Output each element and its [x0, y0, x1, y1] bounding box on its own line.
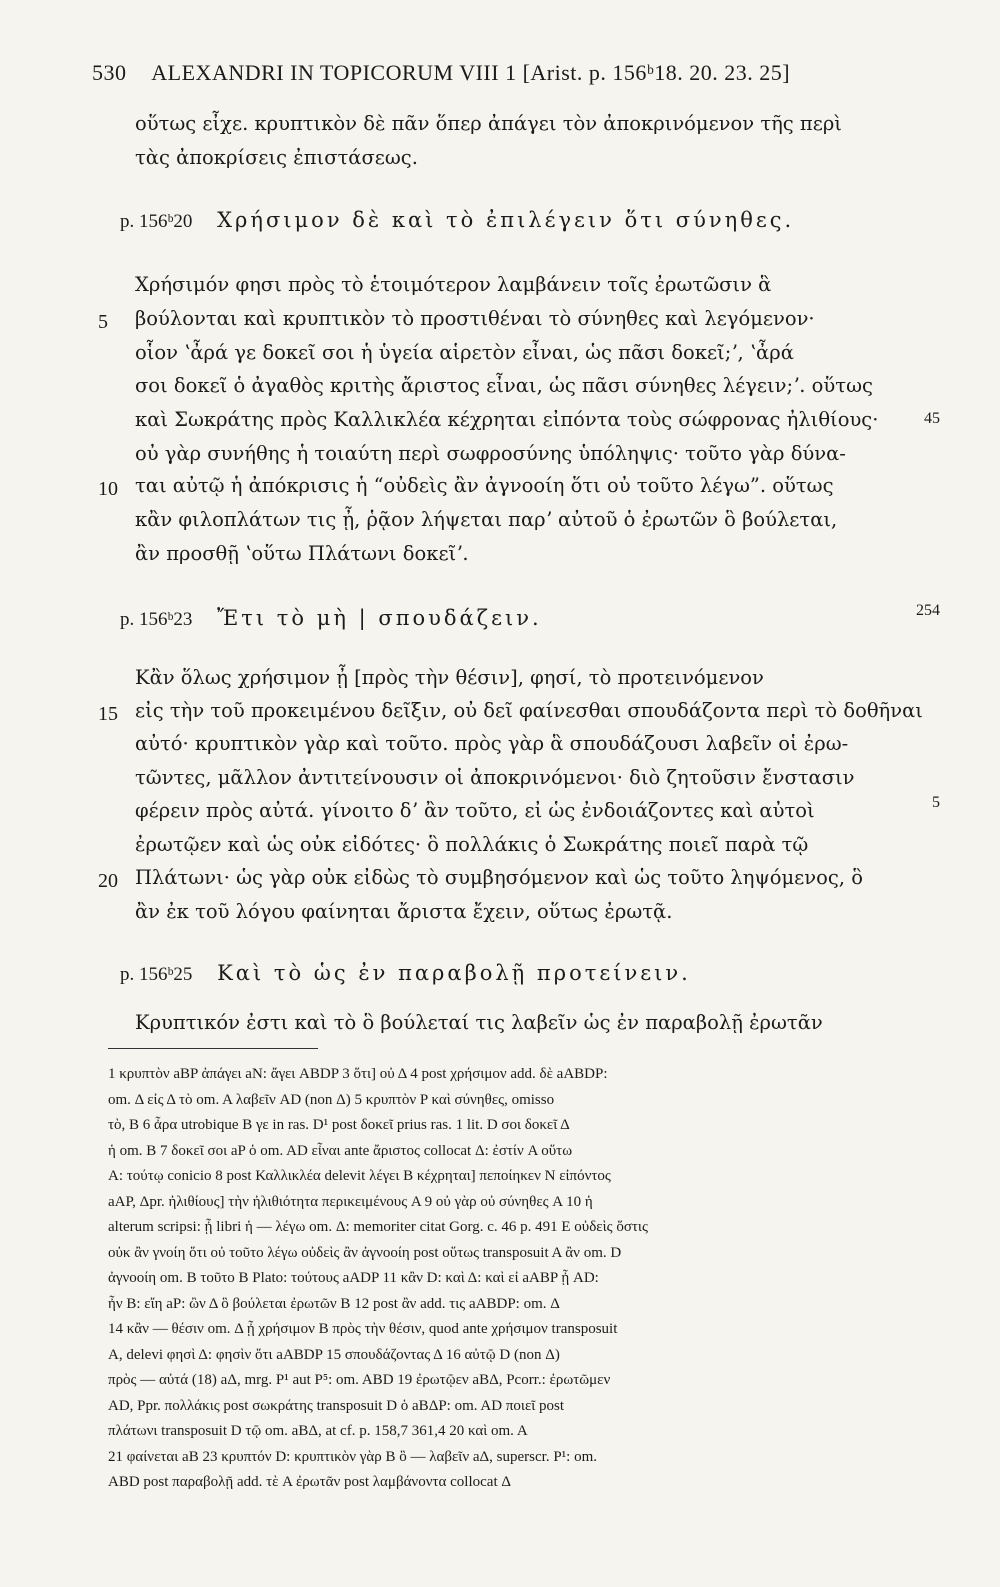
- text-line: Χρήσιμόν φησι πρὸς τὸ ἑτοιμότερον λαμβάνειν τοῖς ἐρωτῶσιν ἃ: [135, 273, 772, 296]
- text-line: τῶντες, μᾶλλον ἀντιτείνουσιν οἱ ἀποκρινόμενοι· διὸ ζητοῦσιν ἔνστασιν: [135, 766, 855, 789]
- text-line: σοι δοκεῖ ὁ ἀγαθὸς κριτὴς ἄριστος εἶναι, ὡς πᾶσι σύνηθες λέγειν;ʼ. οὕτως: [135, 374, 873, 397]
- text-line: καὶ Σωκράτης πρὸς Καλλικλέα κέχρηται εἰπόντα τοὺς σώφρονας ἠλιθίους·: [135, 408, 879, 431]
- line-number: 15: [98, 703, 118, 725]
- apparatus-line: 1 κρυπτὸν aBP ἀπάγει aN: ἄγει ABDP 3 ὅτι] οὐ Δ 4 post χρήσιμον add. δὲ aABDP:: [108, 1066, 608, 1082]
- apparatus-line: om. Δ εἰς Δ τὸ om. A λαβεῖν AD (non Δ) 5 κρυπτὸν P καὶ σύνηθες, omisso: [108, 1091, 555, 1108]
- text-line: οἷον ʽἆρά γε δοκεῖ σοι ἡ ὑγεία αἱρετὸν εἶναι, ὡς πᾶσι δοκεῖ;ʼ, ʽἆρά: [135, 341, 794, 364]
- lemma-text: Καὶ τὸ ὡς ἐν παραβολῇ προτείνειν.: [217, 961, 691, 985]
- text-line: Κἂν ὅλως χρήσιμον ᾖ [πρὸς τὴν θέσιν], φησί, τὸ προτεινόμενον: [135, 666, 764, 689]
- lemma-reference: p. 156ᵇ23: [120, 609, 193, 630]
- text-line: ται αὐτῷ ἡ ἀπόκρισις ἡ “οὐδεὶς ἂν ἀγνοοίη ὅτι οὐ τοῦτο λέγω”. οὕτως: [135, 474, 834, 497]
- text-line: τὰς ἀποκρίσεις ἐπιστάσεως.: [135, 146, 418, 169]
- text-line: βούλονται καὶ κρυπτικὸν τὸ προστιθέναι τὸ σύνηθες καὶ λεγόμενον·: [135, 307, 815, 330]
- lemma-heading: [120, 210, 940, 231]
- running-title: ALEXANDRI IN TOPICORUM VIII 1 [Arist. p. 156ᵇ18. 20. 23. 25]: [151, 60, 791, 85]
- text-line: αὐτό· κρυπτικὸν γὰρ καὶ τοῦτο. πρὸς γὰρ ἃ σπουδάζουσι λαβεῖν οἱ ἐρω-: [135, 732, 849, 755]
- lemma-text: Χρήσιμον δὲ καὶ τὸ ἐπιλέγειν ὅτι σύνηθες.: [217, 208, 795, 232]
- footnote-rule: [108, 1048, 318, 1049]
- text-line: ἂν προσθῇ ʽοὕτω Πλάτωνι δοκεῖʼ.: [135, 542, 469, 565]
- apparatus-line: ἀγνοοίη om. B τοῦτο B Plato: τούτους aADP 11 κἂν D: καὶ Δ: καὶ εἰ aABP ᾖ AD:: [108, 1270, 599, 1286]
- lemma-reference: p. 156ᵇ25: [120, 964, 193, 985]
- text-line: ἂν ἐκ τοῦ λόγου φαίνηται ἄριστα ἔχειν, οὕτως ἐρωτᾷ.: [135, 900, 673, 923]
- apparatus-line: A: τούτῳ conicio 8 post Καλλικλέα delevit λέγει B κέχρηται] πεποίηκεν N εἰπόντος: [108, 1168, 611, 1184]
- text-line: οὐ γὰρ συνήθης ἡ τοιαύτη περὶ σωφροσύνης ὑπόληψις· τοῦτο γὰρ δύνα-: [135, 442, 846, 465]
- apparatus-line: 14 κἂν — θέσιν om. Δ ᾖ χρήσιμον B πρὸς τὴν θέσιν, quod ante χρήσιμον transposuit: [108, 1321, 618, 1337]
- text-line: ἐρωτῷεν καὶ ὡς οὐκ εἰδότες· ὃ πολλάκις ὁ Σωκράτης ποιεῖ παρὰ τῷ: [135, 833, 809, 856]
- apparatus-line: τὸ, B 6 ἆρα utrobique B γε in ras. D¹ post δοκεῖ prius ras. 1 lit. D σοι δοκεῖ Δ: [108, 1117, 570, 1133]
- apparatus-line: πλάτωνι transposuit D τῷ om. aBΔ, at cf. p. 158,7 361,4 20 καὶ om. A: [108, 1423, 528, 1439]
- apparatus-line: A, delevi φησὶ Δ: φησὶν ὅτι aABDP 15 σπουδάζοντας Δ 16 αὐτῷ D (non Δ): [108, 1346, 560, 1363]
- apparatus-line: alterum scripsi: ᾖ libri ἡ — λέγω om. Δ: memoriter citat Gorg. c. 46 p. 491 E οὐδεὶς ὅστις: [108, 1219, 648, 1235]
- apparatus-line: aAP, Δpr. ἠλιθίους] τὴν ἠλιθιότητα περικειμένους A 9 οὐ γὰρ οὐ σύνηθες A 10 ἡ: [108, 1193, 593, 1210]
- line-number: 5: [98, 311, 108, 333]
- page-number: 530: [92, 60, 127, 85]
- margin-number: 254: [916, 602, 940, 619]
- critical-apparatus: [108, 1062, 938, 1496]
- lemma-reference: p. 156ᵇ20: [120, 211, 193, 232]
- line-number: 10: [98, 478, 118, 500]
- text-line: Κρυπτικόν ἐστι καὶ τὸ ὃ βούλεταί τις λαβεῖν ὡς ἐν παραβολῇ ἐρωτᾶν: [135, 1011, 823, 1034]
- apparatus-line: ἡ om. B 7 δοκεῖ σοι aP ὁ om. AD εἶναι ante ἄριστος collocat Δ: ἐστίν A οὕτω: [108, 1142, 573, 1159]
- apparatus-line: 21 φαίνεται aB 23 κρυπτόν D: κρυπτικὸν γὰρ B ὃ — λαβεῖν aΔ, superscr. P¹: om.: [108, 1448, 598, 1465]
- apparatus-line: οὐκ ἂν γνοίη ὅτι οὐ τοῦτο λέγω οὐδεὶς ἂν ἀγνοοίη post οὕτως transposuit A ἂν om. D: [108, 1244, 622, 1261]
- lemma-text: Ἔτι τὸ μὴ | σπουδάζειν.: [217, 606, 542, 630]
- apparatus-line: ἦν B: εἴη aP: ὢν Δ ὃ βούλεται ἐρωτῶν B 12 post ἂν add. τις aABDP: om. Δ: [108, 1295, 560, 1312]
- text-line: κἂν φιλοπλάτων τις ᾖ, ῥᾷον λήψεται παρʼ αὐτοῦ ὁ ἐρωτῶν ὃ βούλεται,: [135, 508, 838, 531]
- text-line: οὕτως εἶχε. κρυπτικὸν δὲ πᾶν ὅπερ ἀπάγει τὸν ἀποκρινόμενον τῆς περὶ: [135, 112, 842, 135]
- apparatus-line: πρὸς — αὐτά (18) aΔ, mrg. P¹ aut P⁵: om. ABD 19 ἐρωτῷεν aBΔ, Pcorr.: ἐρωτῶμεν: [108, 1372, 611, 1388]
- text-line: φέρειν πρὸς αὐτά. γίνοιτο δʼ ἂν τοῦτο, εἰ ὡς ἐνδοιάζοντες καὶ αὐτοὶ: [135, 799, 815, 822]
- lemma-heading: [120, 963, 940, 984]
- apparatus-line: AD, Ppr. πολλάκις post σωκράτης transposuit D ὁ aBΔP: om. AD ποιεῖ post: [108, 1397, 565, 1414]
- text-line: εἰς τὴν τοῦ προκειμένου δεῖξιν, οὐ δεῖ φαίνεσθαι σπουδάζοντα περὶ τὸ δοθῆναι: [135, 699, 923, 722]
- lemma-heading: [120, 608, 940, 629]
- running-header: [92, 60, 932, 86]
- line-number: 20: [98, 870, 118, 892]
- margin-number: 5: [932, 794, 940, 811]
- text-line: Πλάτωνι· ὡς γὰρ οὐκ εἰδὼς τὸ συμβησόμενον καὶ ὡς τοῦτο ληψόμενος, ὃ: [135, 866, 863, 889]
- apparatus-line: ABD post παραβολῇ add. τὲ A ἐρωτᾶν post λαμβάνοντα collocat Δ: [108, 1474, 512, 1490]
- margin-number: 45: [924, 410, 940, 427]
